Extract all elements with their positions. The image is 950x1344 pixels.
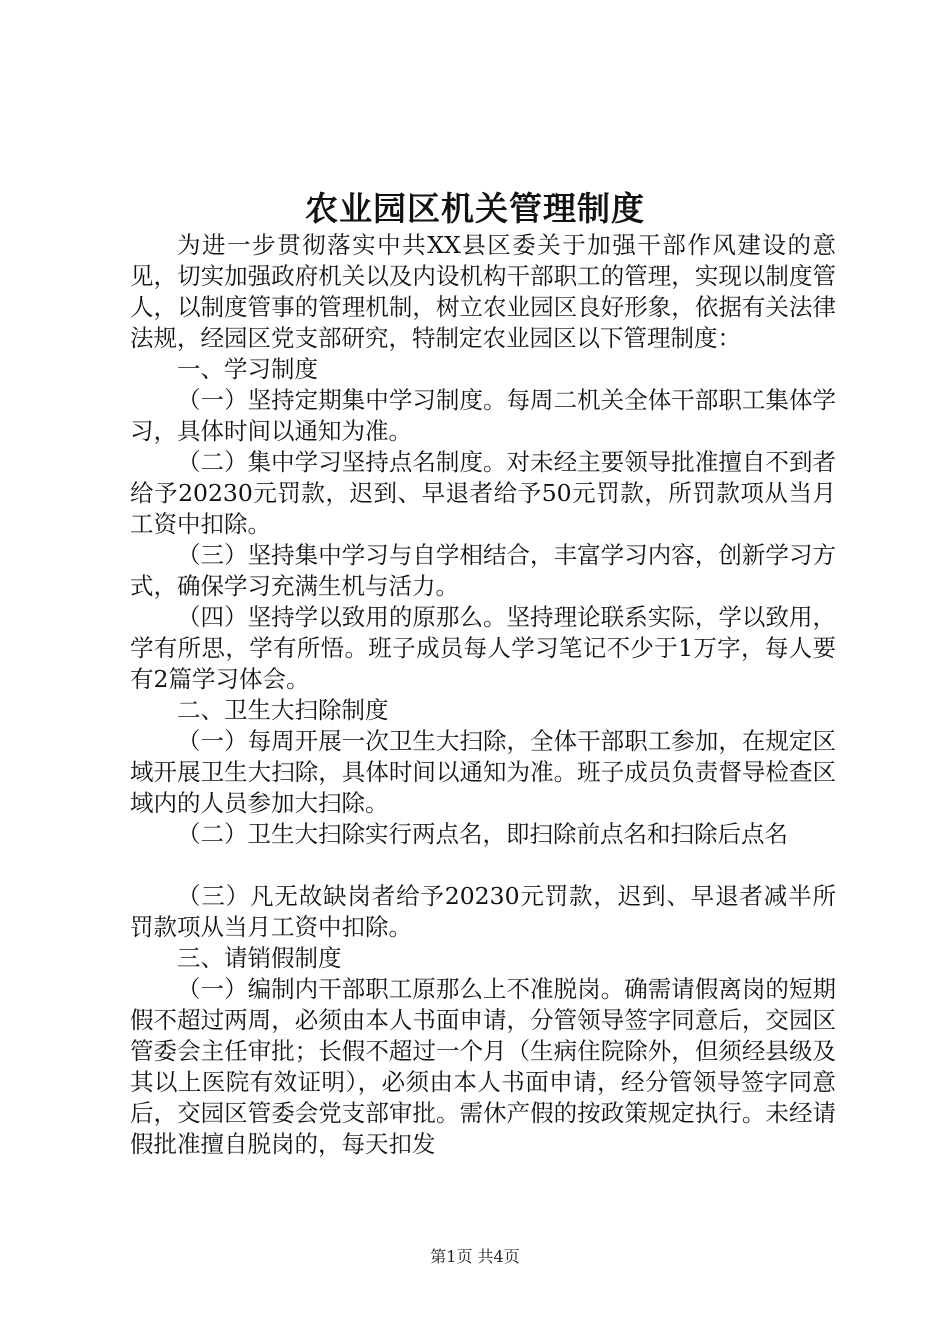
section-heading-cleaning: 二、卫生大扫除制度: [177, 696, 389, 724]
study-item-3: （三）坚持集中学习与自学相结合，丰富学习内容，创新学习方式，确保学习充满生机与活力。: [130, 541, 836, 600]
study-item-4: （四）坚持学以致用的原那么。坚持理论联系实际，学以致用，学有所思，学有所悟。班子成员每人学习笔记不少于1万字，每人要有2篇学习体会。: [130, 603, 836, 693]
intro-paragraph: 为进一步贯彻落实中共XX县区委关于加强干部作风建设的意见，切实加强政府机关以及内设机构干部职工的管理，实现以制度管人，以制度管事的管理机制，树立农业园区良好形象，依据有关法律法规，经园区党支部研究，特制定农业园区以下管理制度：: [130, 231, 836, 352]
document-title: 农业园区机关管理制度: [305, 189, 645, 228]
page-number-footer: 第1页 共4页: [430, 1247, 520, 1266]
cleaning-item-3: （三）凡无故缺岗者给予20230元罚款，迟到、早退者减半所罚款项从当月工资中扣除。: [130, 882, 836, 941]
leave-item-1: （一）编制内干部职工原那么上不准脱岗。确需请假离岗的短期假不超过两周，必须由本人书面申请，分管领导签字同意后，交园区管委会主任审批；长假不超过一个月（生病住院除外，但须经县级及其以上医院有效证明），必须由本人书面申请，经分管领导签字同意后，交园区管委会党支部审批。需休产假的按政策规定执行。未经请假批准擅自脱岗的，每天扣发: [130, 975, 836, 1158]
section-heading-study: 一、学习制度: [177, 355, 318, 383]
document-body: [130, 230, 836, 1160]
cleaning-item-2: （二）卫生大扫除实行两点名，即扫除前点名和扫除后点名: [177, 820, 788, 848]
cleaning-item-1: （一）每周开展一次卫生大扫除，全体干部职工参加，在规定区域开展卫生大扫除，具体时间以通知为准。班子成员负责督导检查区域内的人员参加大扫除。: [130, 727, 836, 817]
study-item-2: （二）集中学习坚持点名制度。对未经主要领导批准擅自不到者给予20230元罚款，迟到、早退者给予50元罚款，所罚款项从当月工资中扣除。: [130, 448, 836, 538]
study-item-1: （一）坚持定期集中学习制度。每周二机关全体干部职工集体学习，具体时间以通知为准。: [130, 386, 836, 445]
section-heading-leave: 三、请销假制度: [177, 944, 342, 972]
